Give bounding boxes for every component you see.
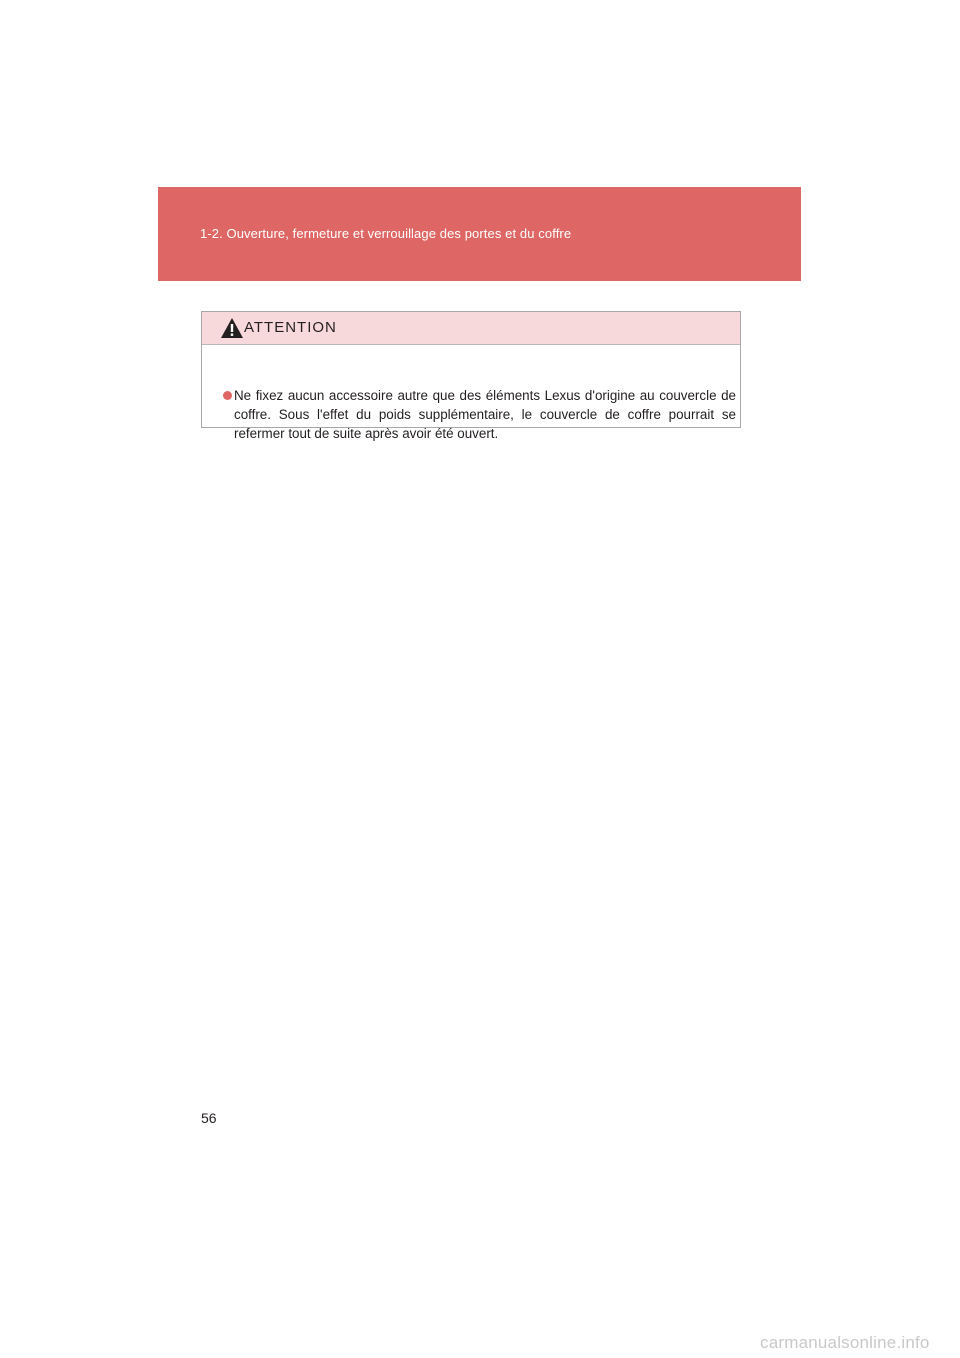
warning-triangle-icon [220,317,244,339]
bullet-dot-icon [223,391,232,400]
warning-label: ATTENTION [244,319,337,336]
section-header-band [158,187,801,281]
section-title: 1-2. Ouverture, fermeture et verrouillage des portes et du coffre [200,226,572,241]
warning-box [201,311,741,441]
warning-header [202,312,740,345]
page-number: 56 [201,1110,217,1126]
watermark: carmanualsonline.info [760,1333,930,1352]
warning-text: Ne fixez aucun accessoire autre que des éléments Lexus d'origine au couvercle de coffre. Sous l'effet du poids supplémentaire, le couvercle de coffre pourrait se refermer tout de suite après avoir été ouvert. [234,388,736,441]
